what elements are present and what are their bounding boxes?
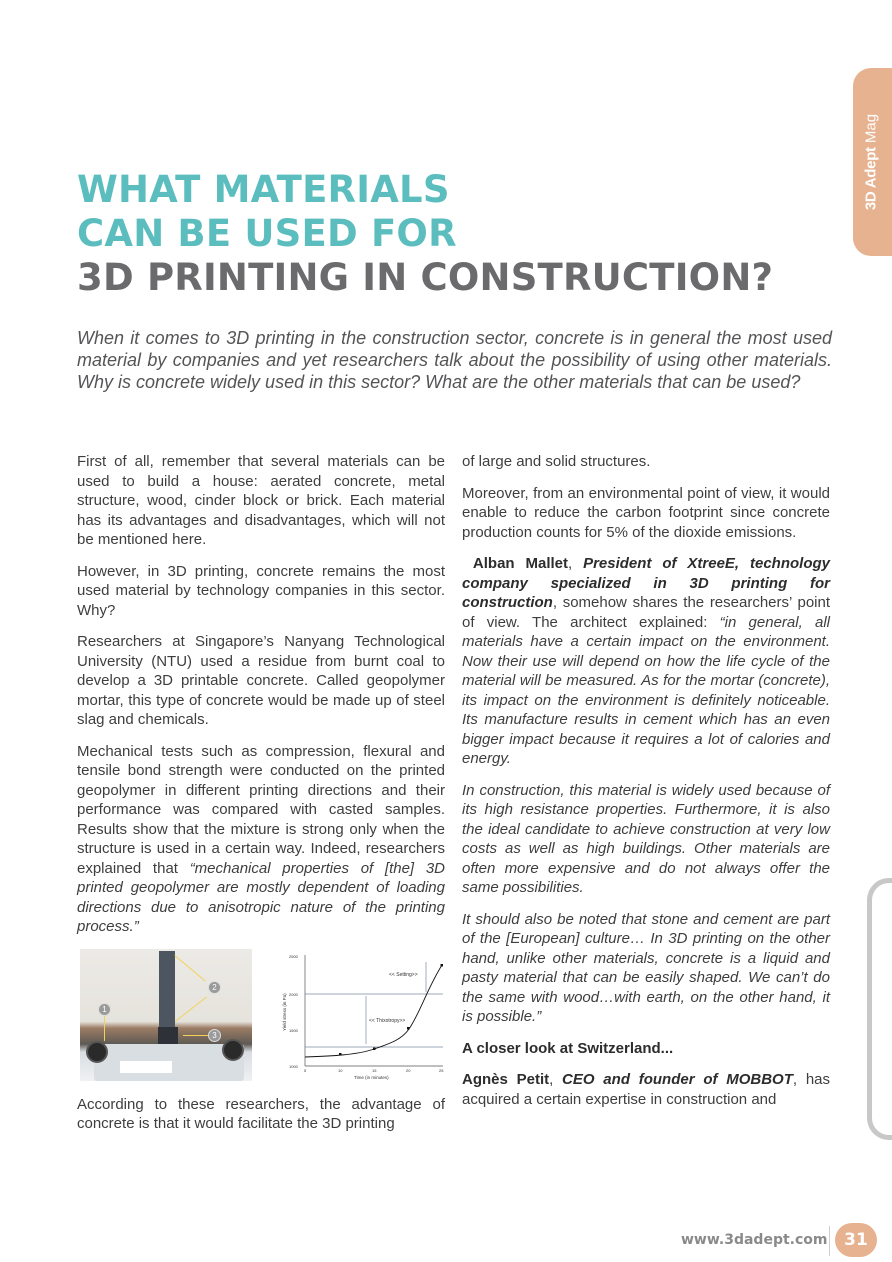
title-line-2: CAN BE USED FOR: [77, 212, 457, 255]
label-setting: << Setting>>: [389, 971, 418, 978]
brand-bold: 3D Adept: [862, 147, 880, 211]
paragraph: [462, 781, 830, 898]
pointer-line: [175, 996, 207, 1021]
paragraph: First of all, remember that several materials can be used to build a house: aerated concrete, metal structure, wood, cinder block or brick. Each material has its advantages and disadvantages, which will not be mentioned here.: [77, 453, 445, 548]
yield-stress-graph: [277, 949, 445, 1081]
marker-2: 2: [208, 981, 221, 994]
title-line-1: WHAT MATERIALS: [77, 168, 450, 211]
punctuation: ,: [549, 1071, 563, 1088]
article-lead: When it comes to 3D printing in the construction sector, concrete is in general the most used material by companies and yet researchers talk about the possibility of using other materials. Why is concrete widely used in this sector? What are the other materials that can be used?: [77, 328, 832, 392]
section-subheading: A closer look at Switzerland...: [462, 1039, 674, 1057]
y-tick: 2000: [289, 991, 298, 997]
pointer-line: [183, 1035, 211, 1036]
marker-3: 3: [208, 1029, 221, 1042]
scale-display: [120, 1061, 172, 1073]
interview-quote: “in general, all materials have a certain impact on the environment. Now their use will depend on how the life cycle of the material will be measured. As for the mortar (concrete), its impact on the environment is definitely noticeable. Its manufacture results in cement which has an even bigger impact because it requires a lot of calories and energy.: [462, 613, 830, 767]
marker-1: 1: [98, 1003, 111, 1016]
label-thixotropy: << Thixotropy>>: [369, 1017, 406, 1024]
y-tick: 1500: [289, 1027, 298, 1033]
y-axis-label: Yield stress (in Pa): [282, 992, 287, 1031]
interview-quote: In construction, this material is widely used because of its high resistance properties. Furthermore, it is also the ideal candidate to achieve construction at very low costs as well as high buildings. Other materials are often more expensive and do not always offer the same possibilities.: [462, 781, 830, 896]
sample-base: [158, 1027, 178, 1045]
paragraph: [462, 910, 830, 1027]
article-title: [77, 168, 837, 300]
paragraph: Researchers at Singapore’s Nanyang Technological University (NTU) used a residue from burnt coal to develop a 3D printable concrete. Called geopolymer mortar, this type of concrete would be made up of steel slag and chemicals.: [77, 633, 445, 728]
page-number-badge: 31: [835, 1223, 877, 1257]
person-role: CEO and founder of MOBBOT: [562, 1071, 793, 1088]
magazine-side-tab: [853, 68, 892, 256]
paragraph: Moreover, from an environmental point of view, it would enable to reduce the carbon footprint since concrete production counts for 5% of the dioxide emissions.: [462, 484, 830, 541]
x-tick: 15: [372, 1067, 377, 1073]
gauge-left: [86, 1041, 108, 1063]
researchers-quote: “mechanical properties of [the] 3D printed geopolymer are mostly dependent of loading directions due to anisotropic nature of the printing process.”: [77, 859, 445, 935]
x-axis-label: Time (in minutes): [354, 1074, 389, 1080]
magazine-brand-label: [864, 114, 879, 210]
brand-light: Mag: [862, 113, 880, 148]
paragraph: [462, 1070, 830, 1109]
x-tick: 10: [338, 1067, 343, 1073]
paragraph: of large and solid structures.: [462, 453, 651, 470]
graph-svg: [277, 949, 445, 1081]
person-name: Agnès Petit: [462, 1071, 550, 1088]
y-tick: 2500: [289, 953, 298, 959]
paragraph-text: Mechanical tests such as compression, flexural and tensile bond strength were conducted on the printed geopolymer in different printing directions and their performance was compared with casted samples. Results show that the mixture is strong only when the structure is used in a certain way. Indeed, researchers explained that: [77, 742, 445, 877]
paragraph: [77, 742, 445, 937]
right-column: [462, 452, 830, 1121]
person-role: President of XtreeE, technology company specialized in 3D printing for construction: [462, 555, 830, 611]
x-tick: 20: [406, 1067, 411, 1073]
interview-quote: It should also be noted that stone and cement are part of the [European] culture… In 3D printing on the other hand, unlike other materials, concrete is a liquid and pasty material that can be easily shaped. We can’t do the same with wood…with earth, on the other hand, it is possible.”: [462, 910, 830, 1025]
pointer-line: [174, 955, 205, 981]
punctuation: ,: [568, 555, 584, 572]
footer-divider: [829, 1226, 830, 1256]
test-setup-photo: [80, 949, 252, 1081]
title-line-3: 3D PRINTING IN CONSTRUCTION?: [77, 256, 774, 299]
x-tick: 5: [304, 1067, 307, 1073]
person-name: Alban Mallet: [472, 555, 568, 572]
paragraph: However, in 3D printing, concrete remains the most used material by technology companies in this sector. Why?: [77, 562, 445, 619]
paragraph-text: , has acquired a certain expertise in construction and: [462, 1071, 830, 1108]
decorative-side-bracket: [867, 878, 892, 1140]
figures-row: [77, 949, 445, 1081]
x-tick: 25: [439, 1067, 444, 1073]
paragraph: [462, 554, 830, 769]
left-column: [77, 452, 445, 1146]
gauge-right: [222, 1039, 244, 1061]
paragraph: According to these researchers, the advantage of concrete is that it would facilitate the 3D printing: [77, 1095, 445, 1132]
paragraph-text: , somehow shares the researchers’ point of view. The architect explained:: [462, 594, 830, 631]
printed-sample-column: [159, 951, 175, 1036]
footer-website-link[interactable]: www.3dadept.com: [681, 1232, 828, 1248]
y-tick: 1000: [289, 1063, 298, 1069]
